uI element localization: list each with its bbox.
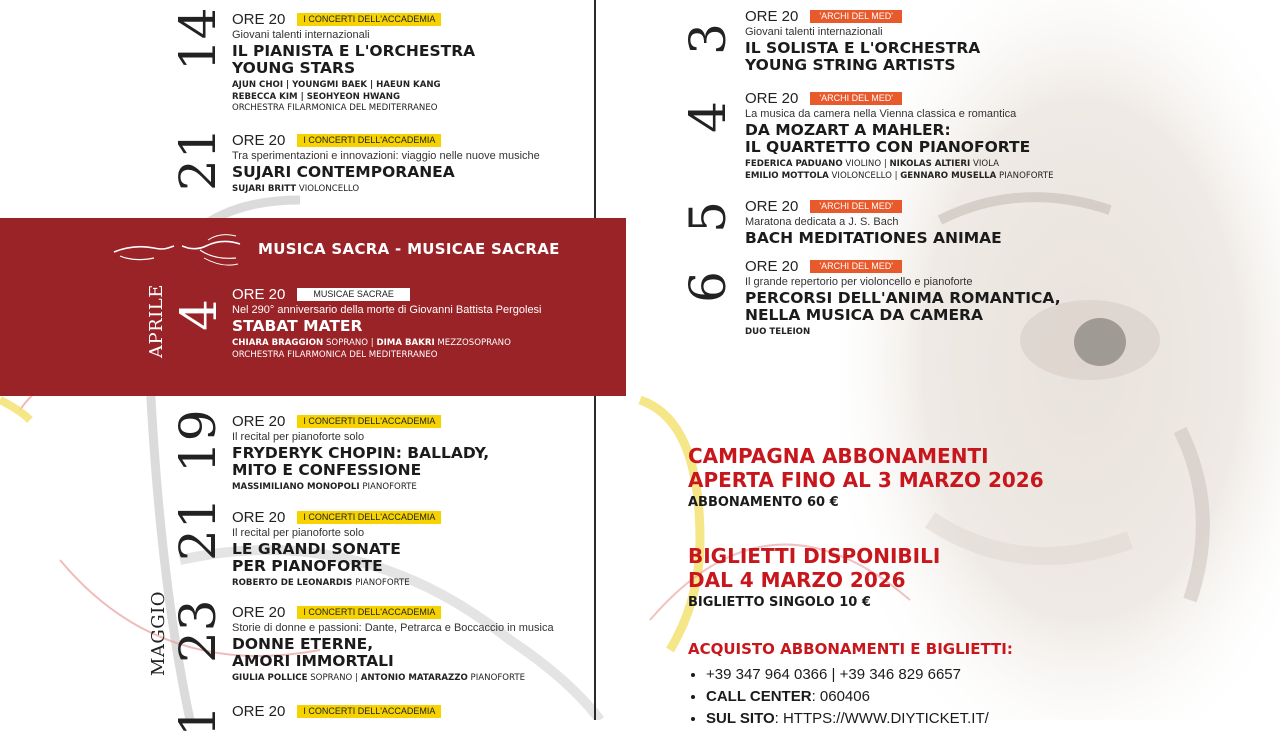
event-tag: 'ARCHI DEL MED' xyxy=(810,92,902,105)
event-subtitle: Il recital per pianoforte solo xyxy=(232,431,365,443)
event-performers: CHIARA BRAGGION SOPRANO | DIMA BAKRI MEZZOSOPRANO ORCHESTRA FILARMONICA DEL MEDITERRANEO xyxy=(232,338,511,360)
event-day: 14 xyxy=(169,7,227,71)
event-subtitle: Giovani talenti internazionali xyxy=(745,26,883,38)
event-tag: 'ARCHI DEL MED' xyxy=(810,260,902,273)
event-performers: FEDERICA PADUANO VIOLINO | NIKOLAS ALTIERI VIOLA EMILIO MOTTOLA VIOLONCELLO | GENNARO MUSELLA PIANOFORTE xyxy=(745,159,1054,181)
event-subtitle: Maratona dedicata a J. S. Bach xyxy=(745,216,899,228)
event-card xyxy=(745,196,1002,247)
event-title: FRYDERYK CHOPIN: BALLADY, MITO E CONFESSIONE xyxy=(232,444,490,479)
tickets-title: BIGLIETTI DISPONIBILI DAL 4 MARZO 2026 xyxy=(688,544,941,592)
event-day: 5 xyxy=(679,201,737,233)
event-subtitle: Storie di donne e passioni: Dante, Petrarca e Boccaccio in musica xyxy=(232,622,554,634)
event-day: 23 xyxy=(169,599,227,663)
event-time: ORE 20 xyxy=(745,90,799,107)
event-performers: GIULIA POLLICE SOPRANO | ANTONIO MATARAZZO PIANOFORTE xyxy=(232,673,526,683)
event-time: ORE 20 xyxy=(232,509,286,526)
event-tag: 'ARCHI DEL MED' xyxy=(810,200,902,213)
event-card xyxy=(232,411,489,494)
event-month: MAGGIO xyxy=(148,590,169,676)
event-time: ORE 20 xyxy=(232,132,286,149)
event-tag: I CONCERTI DELL'ACCADEMIA xyxy=(297,705,441,718)
event-performers: SUJARI BRITT VIOLONCELLO xyxy=(232,184,360,194)
event-card xyxy=(232,9,475,115)
event-time: ORE 20 xyxy=(232,604,286,621)
purchase-title: ACQUISTO ABBONAMENTI E BIGLIETTI: xyxy=(688,640,1013,658)
event-performers: AJUN CHOI | YOUNGMI BAEK | HAEUN KANG REBECCA KIM | SEOHYEON HWANG ORCHESTRA FILARMONICA DEL MEDITERRANEO xyxy=(232,80,441,113)
event-card xyxy=(745,256,1061,339)
event-day: 3 xyxy=(679,23,737,55)
event-card xyxy=(232,130,540,196)
event-day: 21 xyxy=(169,127,227,191)
event-title: SUJARI CONTEMPORANEA xyxy=(232,163,455,181)
event-title: STABAT MATER xyxy=(232,317,363,335)
phone-numbers[interactable]: • +39 347 964 0366 | +39 346 829 6657 xyxy=(706,664,1013,686)
event-month: APRILE xyxy=(146,284,167,358)
subscription-price: ABBONAMENTO 60 € xyxy=(688,495,839,510)
event-title: IL SOLISTA E L'ORCHESTRA YOUNG STRING ARTISTS xyxy=(745,39,981,74)
event-card xyxy=(745,6,980,74)
event-card xyxy=(232,602,554,685)
event-performers: ROBERTO DE LEONARDIS PIANOFORTE xyxy=(232,578,410,588)
event-card xyxy=(745,88,1054,182)
event-performers: DUO TELEION xyxy=(745,327,811,337)
event-day: 4 xyxy=(679,101,737,133)
event-day: 19 xyxy=(169,409,227,473)
event-tag: I CONCERTI DELL'ACCADEMIA xyxy=(297,415,441,428)
event-day: 6 xyxy=(679,271,737,303)
event-time: ORE 20 xyxy=(745,258,799,275)
event-day: 4 xyxy=(170,299,228,331)
event-subtitle: Nel 290° anniversario della morte di Giovanni Battista Pergolesi xyxy=(232,304,542,316)
event-tag: I CONCERTI DELL'ACCADEMIA xyxy=(297,606,441,619)
creation-of-adam-illustration xyxy=(112,226,244,270)
event-day: 21 xyxy=(169,497,227,561)
event-title: LE GRANDI SONATE PER PIANOFORTE xyxy=(232,540,401,575)
event-day: 1 xyxy=(169,705,227,737)
ticket-price: BIGLIETTO SINGOLO 10 € xyxy=(688,595,871,610)
event-time: ORE 20 xyxy=(745,8,799,25)
ticket-website[interactable]: • SUL SITO: HTTPS://WWW.DIYTICKET.IT/ xyxy=(706,708,1013,730)
call-center[interactable]: • CALL CENTER: 060406 xyxy=(706,686,1013,708)
event-time: ORE 20 xyxy=(232,703,286,720)
event-tag: MUSICAE SACRAE xyxy=(297,288,410,301)
event-tag: I CONCERTI DELL'ACCADEMIA xyxy=(297,511,441,524)
banner-heading: MUSICA SACRA - MUSICAE SACRAE xyxy=(258,240,560,258)
event-card xyxy=(232,507,441,590)
event-subtitle: Giovani talenti internazionali xyxy=(232,29,370,41)
event-title: PERCORSI DELL'ANIMA ROMANTICA, NELLA MUSICA DA CAMERA xyxy=(745,289,1061,324)
event-subtitle: La musica da camera nella Vienna classica e romantica xyxy=(745,108,1017,120)
event-card xyxy=(232,284,542,361)
event-tag: I CONCERTI DELL'ACCADEMIA xyxy=(297,134,441,147)
event-subtitle: Tra sperimentazioni e innovazioni: viaggio nelle nuove musiche xyxy=(232,150,540,162)
event-time: ORE 20 xyxy=(232,11,286,28)
event-title: IL PIANISTA E L'ORCHESTRA YOUNG STARS xyxy=(232,42,476,77)
event-tag: I CONCERTI DELL'ACCADEMIA xyxy=(297,13,441,26)
event-subtitle: Il grande repertorio per violoncello e pianoforte xyxy=(745,276,973,288)
event-title: DA MOZART A MAHLER: IL QUARTETTO CON PIANOFORTE xyxy=(745,121,1031,156)
event-time: ORE 20 xyxy=(232,286,286,303)
event-tag: 'ARCHI DEL MED' xyxy=(810,10,902,23)
event-title: BACH MEDITATIONES ANIMAE xyxy=(745,229,1002,247)
event-title: DONNE ETERNE, AMORI IMMORTALI xyxy=(232,635,394,670)
purchase-info xyxy=(688,640,1013,730)
sacred-music-banner xyxy=(0,218,626,396)
ticket-availability xyxy=(688,544,940,610)
event-performers: MASSIMILIANO MONOPOLI PIANOFORTE xyxy=(232,482,417,492)
event-card xyxy=(232,701,441,720)
event-time: ORE 20 xyxy=(745,198,799,215)
campaign-title: CAMPAGNA ABBONAMENTI APERTA FINO AL 3 MARZO 2026 xyxy=(688,444,1044,492)
purchase-list xyxy=(688,664,1013,730)
subscription-campaign xyxy=(688,444,1044,510)
event-subtitle: Il recital per pianoforte solo xyxy=(232,527,365,539)
event-time: ORE 20 xyxy=(232,413,286,430)
